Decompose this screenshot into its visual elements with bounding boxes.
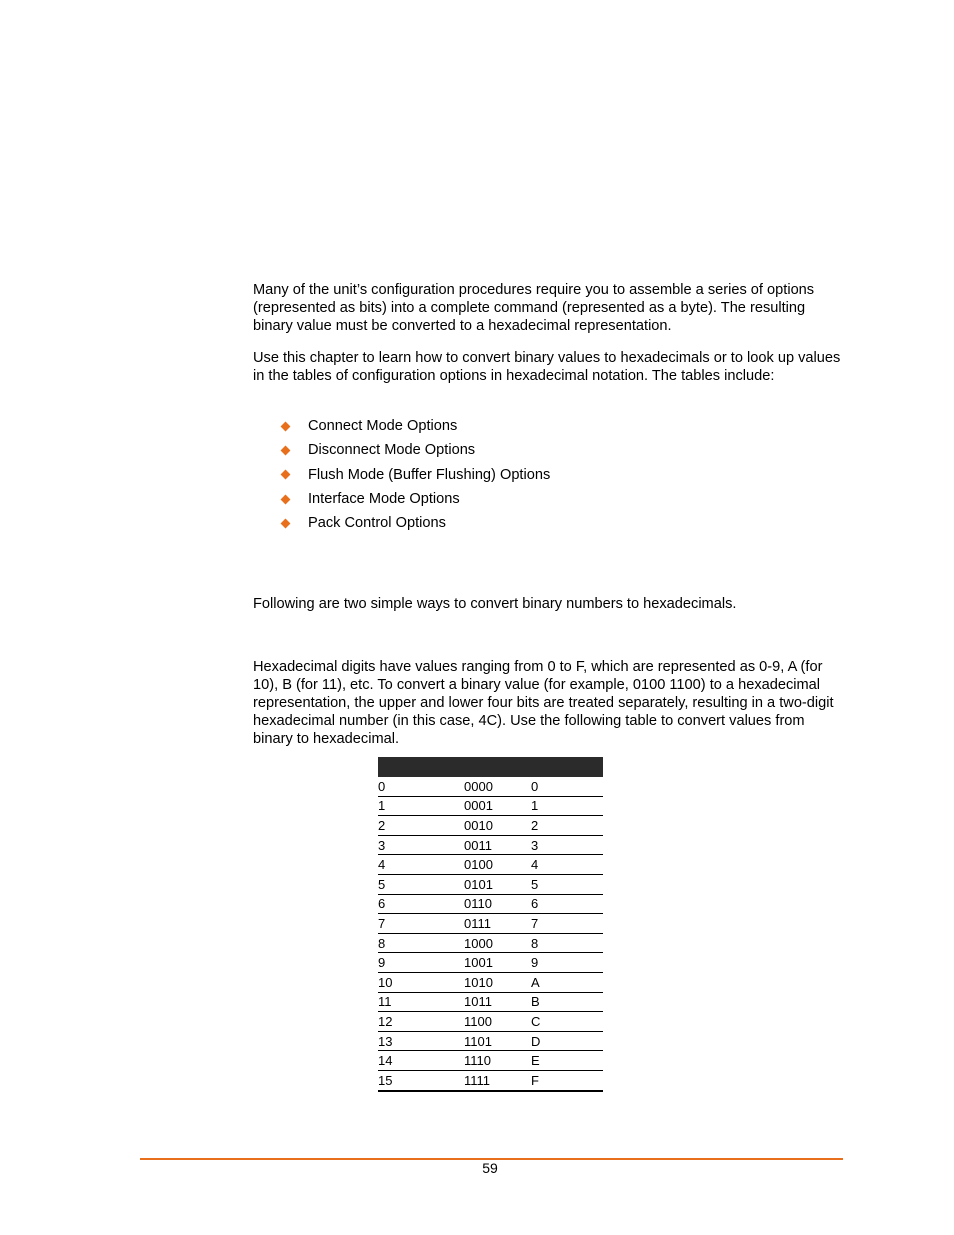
list-item — [280, 438, 550, 462]
diamond-bullet-icon — [281, 494, 291, 504]
hex-paragraph: Hexadecimal digits have values ranging from 0 to F, which are represented as 0-9, A (for 10), B (for 11), etc. To convert a binary value (for example, 0100 1100) to a hexadecimal representation, the upper and lower four bits are treated separately, resulting in a two-digit hexadecimal number (in this case, 4C). Use the following table to convert values from binary to hexadecimal. — [253, 659, 834, 747]
page-number: 59 — [482, 1160, 498, 1176]
list-item — [280, 511, 550, 535]
list-item — [280, 487, 550, 511]
decimal-cell: 3 — [378, 835, 464, 855]
hex-cell: B — [531, 992, 603, 1012]
table-row — [378, 1070, 603, 1090]
list-item-label: Connect Mode Options — [308, 418, 458, 435]
decimal-cell: 7 — [378, 914, 464, 934]
binary-cell: 1011 — [464, 992, 531, 1012]
table-row — [378, 816, 603, 836]
decimal-cell: 4 — [378, 855, 464, 875]
decimal-cell: 5 — [378, 874, 464, 894]
conversion-table-body — [378, 777, 603, 1092]
diamond-bullet-icon — [281, 518, 291, 528]
hex-cell: E — [531, 1051, 603, 1071]
decimal-cell: 12 — [378, 1012, 464, 1032]
decimal-cell: 13 — [378, 1031, 464, 1051]
binary-cell: 0000 — [464, 777, 531, 796]
table-row — [378, 1051, 603, 1071]
diamond-bullet-icon — [281, 421, 291, 431]
hex-cell: C — [531, 1012, 603, 1032]
table-header-bar — [378, 757, 603, 777]
hex-cell: 9 — [531, 953, 603, 973]
hex-cell: 3 — [531, 835, 603, 855]
table-row — [378, 1012, 603, 1032]
binary-cell: 1100 — [464, 1012, 531, 1032]
list-item-label: Disconnect Mode Options — [308, 442, 476, 459]
intro-paragraph-1: Many of the unit’s configuration procedures require you to assemble a series of options (represented as bits) into a complete command (represented as a byte). The resulting binary value must be converted to a hexadecimal representation. — [253, 282, 815, 334]
decimal-cell: 11 — [378, 992, 464, 1012]
decimal-cell: 9 — [378, 953, 464, 973]
hex-cell: 0 — [531, 777, 603, 796]
table-row — [378, 894, 603, 914]
hex-cell: 8 — [531, 933, 603, 953]
binary-cell: 0110 — [464, 894, 531, 914]
methods-paragraph: Following are two simple ways to convert binary numbers to hexadecimals. — [253, 596, 737, 612]
hex-cell: 4 — [531, 855, 603, 875]
table-row — [378, 933, 603, 953]
decimal-cell: 8 — [378, 933, 464, 953]
table-row — [378, 874, 603, 894]
binary-cell: 1111 — [464, 1070, 531, 1090]
conversion-table — [378, 757, 603, 1092]
table-row — [378, 855, 603, 875]
table-row — [378, 777, 603, 796]
decimal-cell: 14 — [378, 1051, 464, 1071]
table-row — [378, 953, 603, 973]
hex-cell: 7 — [531, 914, 603, 934]
decimal-cell: 6 — [378, 894, 464, 914]
binary-cell: 0111 — [464, 914, 531, 934]
diamond-bullet-icon — [281, 445, 291, 455]
list-item — [280, 463, 550, 487]
binary-cell: 0101 — [464, 874, 531, 894]
hex-cell: F — [531, 1070, 603, 1090]
hex-cell: 6 — [531, 894, 603, 914]
binary-cell: 0010 — [464, 816, 531, 836]
table-row — [378, 1031, 603, 1051]
decimal-cell: 0 — [378, 777, 464, 796]
table-row — [378, 796, 603, 816]
binary-cell: 0100 — [464, 855, 531, 875]
binary-cell: 0001 — [464, 796, 531, 816]
decimal-cell: 10 — [378, 972, 464, 992]
binary-cell: 1101 — [464, 1031, 531, 1051]
table-row — [378, 914, 603, 934]
binary-cell: 0011 — [464, 835, 531, 855]
list-item — [280, 414, 550, 438]
table-row — [378, 992, 603, 1012]
binary-cell: 1010 — [464, 972, 531, 992]
table-row — [378, 972, 603, 992]
diamond-bullet-icon — [281, 470, 291, 480]
hex-cell: 5 — [531, 874, 603, 894]
binary-cell: 1000 — [464, 933, 531, 953]
hex-cell: 2 — [531, 816, 603, 836]
list-item-label: Pack Control Options — [308, 515, 446, 532]
decimal-cell: 15 — [378, 1070, 464, 1090]
table-list — [280, 414, 550, 535]
list-item-label: Flush Mode (Buffer Flushing) Options — [308, 466, 551, 483]
intro-paragraph-2: Use this chapter to learn how to convert binary values to hexadecimals or to look up values in the tables of configuration options in hexadecimal notation. The tables include: — [253, 350, 841, 384]
binary-cell: 1110 — [464, 1051, 531, 1071]
hex-cell: 1 — [531, 796, 603, 816]
decimal-cell: 1 — [378, 796, 464, 816]
table-row — [378, 835, 603, 855]
hex-cell: D — [531, 1031, 603, 1051]
decimal-cell: 2 — [378, 816, 464, 836]
hex-cell: A — [531, 972, 603, 992]
list-item-label: Interface Mode Options — [308, 491, 460, 508]
binary-cell: 1001 — [464, 953, 531, 973]
